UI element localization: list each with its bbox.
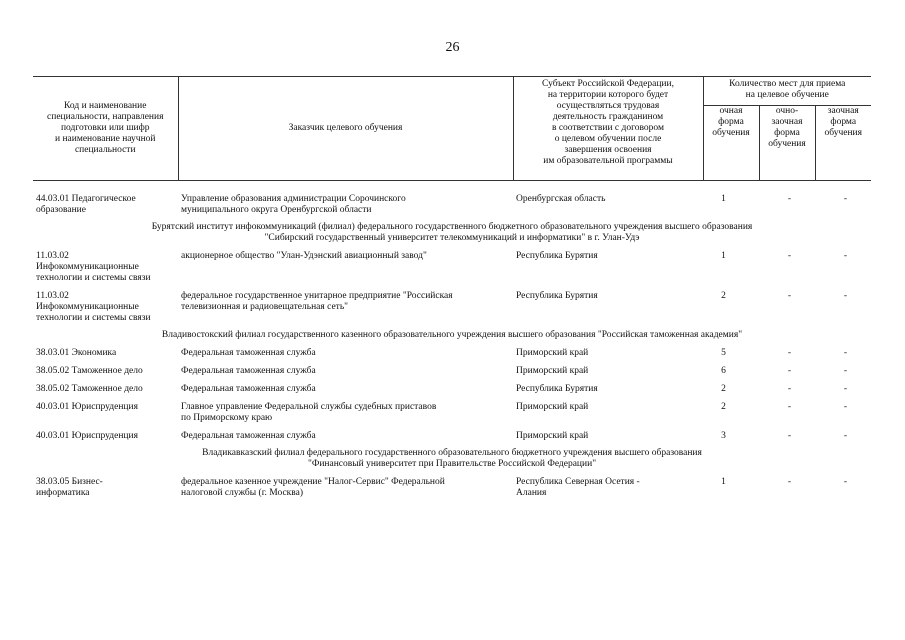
cell-customer	[178, 191, 513, 220]
text-line: 44.03.01 Педагогическое	[36, 194, 136, 204]
text-line: обучения	[768, 139, 806, 149]
cell-program-code	[33, 474, 178, 503]
text-line: Федеральная таможенная служба	[181, 366, 316, 376]
cell-full-time-count: 5	[721, 348, 726, 358]
section-title	[33, 328, 871, 345]
text-line: Федеральная таможенная служба	[181, 384, 316, 394]
cell-extramural-count: -	[843, 291, 848, 301]
cell-customer	[178, 288, 513, 328]
text-line: очно-	[775, 106, 799, 116]
table-row	[33, 248, 871, 288]
cell-part-time-count: -	[787, 348, 792, 358]
text-line: "Финансовый университет при Правительстве Российской Федерации"	[307, 459, 597, 469]
text-line: очная	[719, 106, 743, 116]
cell-full-time-count: 2	[721, 291, 726, 301]
text-line: обучения	[712, 128, 750, 138]
cell-full-time-count: 6	[721, 366, 726, 376]
text-line: налоговой службы (г. Москва)	[181, 488, 304, 498]
text-line: на территории которого будет	[547, 90, 669, 100]
text-line: Федеральная таможенная служба	[181, 431, 316, 441]
text-line: форма	[774, 128, 800, 138]
cell-customer	[178, 381, 513, 399]
text-line: форма	[718, 117, 744, 127]
cell-part-time-count: -	[787, 194, 792, 204]
text-line: и наименование научной	[54, 134, 156, 144]
section-heading-row	[33, 328, 871, 345]
text-line: Главное управление Федеральной службы судебных приставов	[181, 402, 437, 412]
text-line: Управление образования администрации Сорочинского	[181, 194, 406, 204]
cell-extramural-count: -	[843, 431, 848, 441]
header-code-column	[33, 77, 178, 181]
cell-program-code	[33, 381, 178, 399]
table-row	[33, 191, 871, 220]
text-line: 11.03.02	[36, 251, 69, 261]
text-line: 38.05.02 Таможенное дело	[36, 366, 143, 376]
text-line: Оренбургская область	[516, 194, 606, 204]
cell-customer	[178, 248, 513, 288]
section-heading-row	[33, 220, 871, 248]
cell-extramural-count: -	[843, 194, 848, 204]
text-line: завершения освоения	[564, 145, 652, 155]
cell-program-code	[33, 191, 178, 220]
target-admission-table	[33, 76, 871, 503]
text-line: Количество мест для приема	[729, 79, 846, 89]
cell-region	[513, 381, 703, 399]
cell-extramural-count: -	[843, 384, 848, 394]
text-line: 11.03.02	[36, 291, 69, 301]
cell-part-time-count: -	[787, 477, 792, 487]
text-line: федеральное государственное унитарное предприятие "Российская	[181, 291, 453, 301]
text-line: заочная	[827, 106, 859, 116]
text-line: Код и наименование	[64, 101, 147, 111]
cell-extramural-count: -	[843, 251, 848, 261]
text-line: образование	[36, 205, 86, 215]
table-row	[33, 381, 871, 399]
header-places-column	[703, 77, 871, 106]
header-extramural-column	[815, 106, 871, 181]
header-subject-column	[513, 77, 703, 181]
table-row	[33, 399, 871, 428]
text-line: подготовки или шифр	[60, 123, 150, 133]
table-row	[33, 363, 871, 381]
text-line: информатика	[36, 488, 90, 498]
cell-region	[513, 288, 703, 328]
text-line: Республика Северная Осетия -	[516, 477, 640, 487]
text-line: Приморский край	[516, 402, 589, 412]
header-full-time-column	[703, 106, 759, 181]
cell-part-time-count: -	[787, 291, 792, 301]
cell-region	[513, 345, 703, 363]
text-line: 38.03.05 Бизнес-	[36, 477, 103, 487]
cell-full-time-count: 1	[721, 194, 726, 204]
text-line: технологии и системы связи	[36, 313, 151, 323]
cell-customer	[178, 474, 513, 503]
text-line: федеральное казенное учреждение "Налог-Сервис" Федеральной	[181, 477, 445, 487]
table-body	[33, 181, 871, 504]
cell-part-time-count: -	[787, 384, 792, 394]
cell-full-time-count: 2	[721, 402, 726, 412]
section-title	[33, 220, 871, 248]
cell-part-time-count: -	[787, 366, 792, 376]
cell-program-code	[33, 428, 178, 446]
text-line: "Сибирский государственный университет телекоммуникаций и информатики" в г. Улан-Удэ	[264, 233, 640, 243]
text-line: Субъект Российской Федерации,	[542, 79, 674, 89]
text-line: Республика Бурятия	[516, 251, 598, 261]
table-row	[33, 345, 871, 363]
text-line: им образовательной программы	[543, 156, 673, 166]
text-line: Бурятский институт инфокоммуникаций (филиал) федерального государственного бюджетного образовательного учреждения высшего образования	[151, 222, 753, 232]
header-part-time-column	[759, 106, 815, 181]
text-line: 40.03.01 Юриспруденция	[36, 402, 138, 412]
section-heading-row	[33, 446, 871, 474]
cell-region	[513, 248, 703, 288]
text-line: Алания	[516, 488, 547, 498]
text-line: осуществляться трудовая	[556, 101, 660, 111]
text-line: специальности, направления	[47, 112, 164, 122]
text-line: Приморский край	[516, 366, 589, 376]
cell-part-time-count: -	[787, 431, 792, 441]
cell-extramural-count: -	[843, 348, 848, 358]
cell-full-time-count: 3	[721, 431, 726, 441]
text-line: о целевом обучении после	[554, 134, 662, 144]
text-line: в соответствии с договором	[551, 123, 664, 133]
text-line: 38.05.02 Таможенное дело	[36, 384, 143, 394]
page-number: 26	[445, 40, 460, 55]
cell-customer	[178, 345, 513, 363]
text-line: 40.03.01 Юриспруденция	[36, 431, 138, 441]
table-header	[33, 77, 871, 181]
cell-region	[513, 399, 703, 428]
cell-extramural-count: -	[843, 402, 848, 412]
text-line: форма	[830, 117, 857, 127]
cell-extramural-count: -	[843, 366, 848, 376]
cell-customer	[178, 363, 513, 381]
cell-region	[513, 428, 703, 446]
text-line: заочная	[771, 117, 803, 127]
text-line: Приморский край	[516, 431, 589, 441]
cell-part-time-count: -	[787, 251, 792, 261]
text-line: 38.03.01 Экономика	[36, 348, 117, 358]
table-row	[33, 474, 871, 503]
text-line: телевизионная и радиовещательная сеть"	[181, 302, 349, 312]
text-line: Федеральная таможенная служба	[181, 348, 316, 358]
text-line: муниципального округа Оренбургской области	[181, 205, 372, 215]
cell-full-time-count: 2	[721, 384, 726, 394]
text-line: технологии и системы связи	[36, 273, 151, 283]
table-row	[33, 288, 871, 328]
cell-region	[513, 363, 703, 381]
cell-customer	[178, 428, 513, 446]
header-customer-column: Заказчик целевого обучения	[178, 77, 513, 181]
section-title	[33, 446, 871, 474]
text-line: Приморский край	[516, 348, 589, 358]
cell-program-code	[33, 248, 178, 288]
cell-full-time-count: 1	[721, 477, 726, 487]
cell-program-code	[33, 399, 178, 428]
cell-customer	[178, 399, 513, 428]
cell-region	[513, 474, 703, 503]
text-line: на целевое обучение	[745, 90, 829, 100]
text-line: акционерное общество "Улан-Удэнский авиационный завод"	[181, 251, 427, 261]
text-line: обучения	[824, 128, 863, 138]
text-line: Инфокоммуникационные	[36, 302, 139, 312]
cell-program-code	[33, 363, 178, 381]
cell-region	[513, 191, 703, 220]
text-line: Владивостокский филиал государственного казенного образовательного учреждения высшего образования "Российская таможенная академия"	[161, 330, 743, 340]
text-line: Владикавказский филиал федерального государственного образовательного бюджетного учреждения высшего образования	[202, 448, 702, 458]
cell-full-time-count: 1	[721, 251, 726, 261]
text-line: Республика Бурятия	[516, 291, 598, 301]
text-line: Инфокоммуникационные	[36, 262, 139, 272]
cell-program-code	[33, 345, 178, 363]
cell-program-code	[33, 288, 178, 328]
text-line: деятельность гражданином	[552, 112, 664, 122]
text-line: специальности	[74, 145, 136, 155]
cell-part-time-count: -	[787, 402, 792, 412]
table-row	[33, 428, 871, 446]
text-line: по Приморскому краю	[181, 413, 273, 423]
cell-extramural-count: -	[843, 477, 848, 487]
text-line: Республика Бурятия	[516, 384, 598, 394]
